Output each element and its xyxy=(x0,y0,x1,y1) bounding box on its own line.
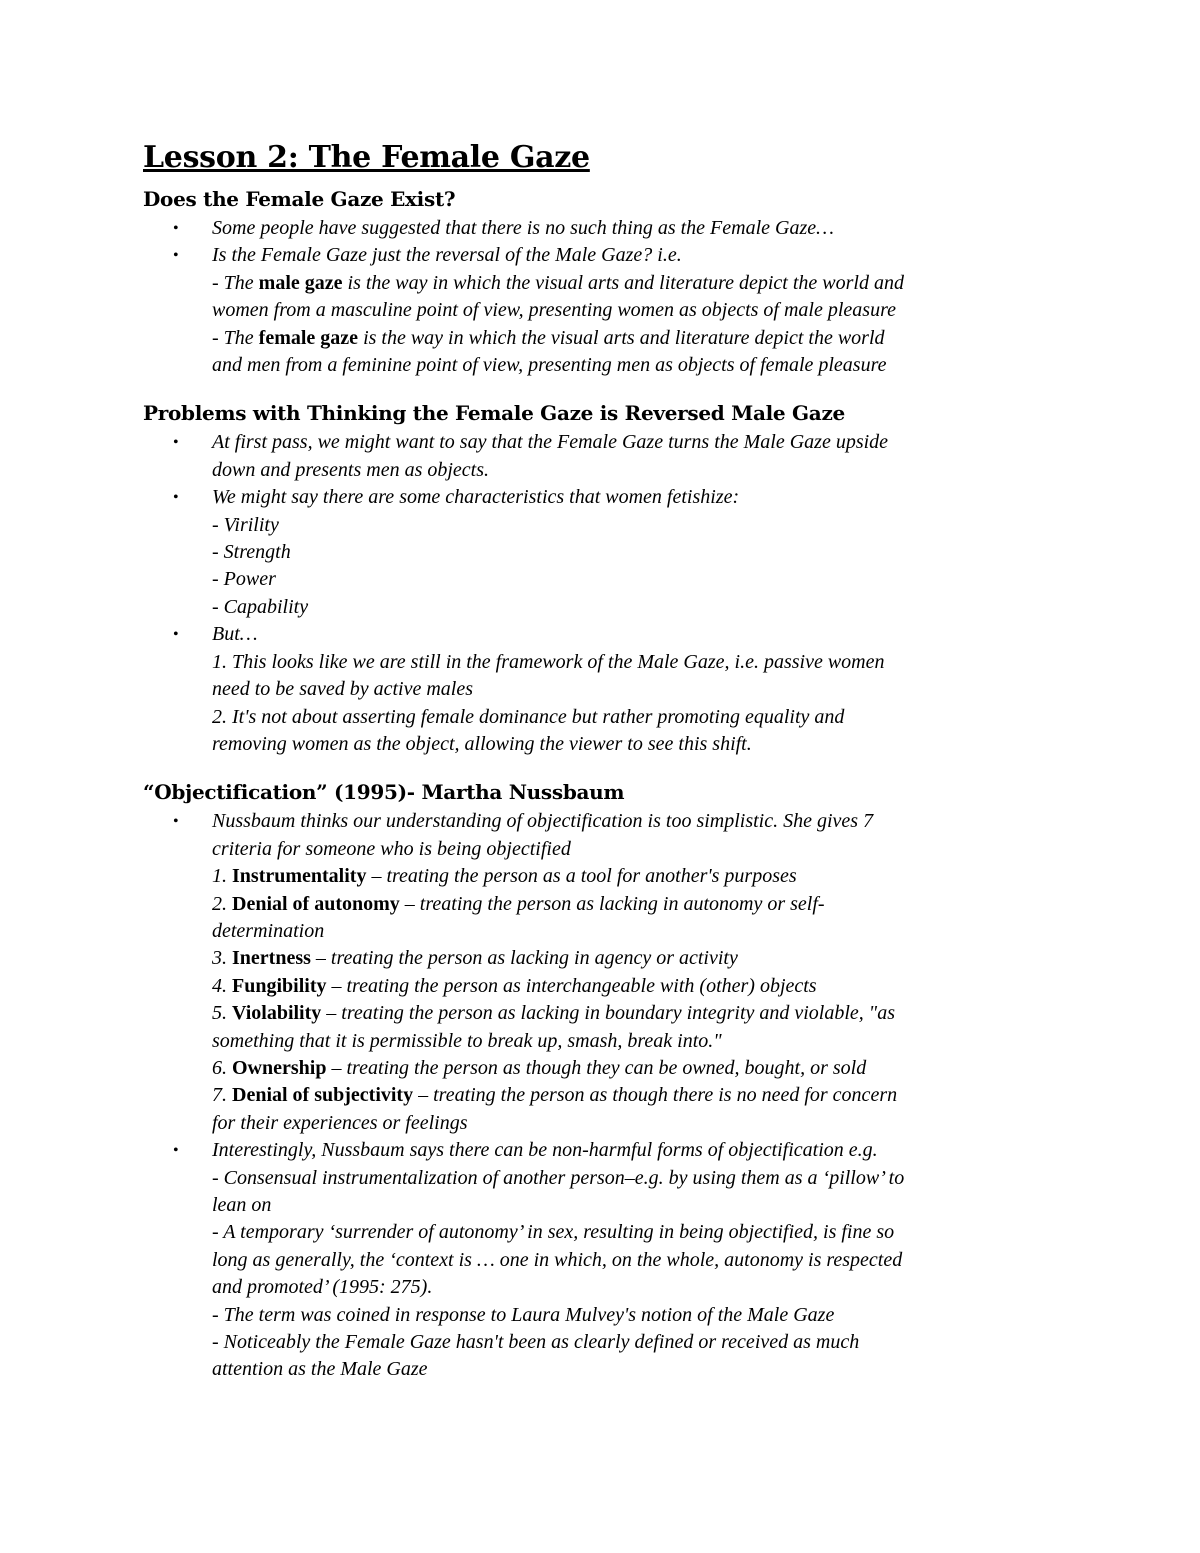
list-item xyxy=(143,429,1063,484)
list-item xyxy=(143,621,1063,758)
bold-term: Inertness xyxy=(232,947,311,970)
text-line: - Noticeably the Female Gaze hasn't been as clearly defined or received as much xyxy=(212,1331,860,1354)
line-prefix: 1. xyxy=(212,865,232,888)
text-line: women from a masculine point of view, presenting women as objects of male pleasure xyxy=(212,299,896,322)
line-suffix: is the way in which the visual arts and literature depict the world xyxy=(358,326,885,349)
text-line: - Virility xyxy=(212,513,279,536)
section xyxy=(143,401,1063,758)
text-line: - Capability xyxy=(212,595,309,618)
text-line: lean on xyxy=(212,1194,272,1216)
list-item xyxy=(143,242,1063,379)
text-line: - Strength xyxy=(212,541,291,564)
bullet-list xyxy=(143,215,1063,379)
text-line: - A temporary ‘surrender of autonomy’ in sex, resulting in being objectified, is fine so xyxy=(212,1221,895,1244)
bullet-dot-icon: • xyxy=(173,489,179,507)
line-suffix: – treating the person as a tool for another's purposes xyxy=(366,865,797,888)
line-prefix: 5. xyxy=(212,1002,232,1025)
bold-term: Denial of autonomy xyxy=(232,892,400,915)
text-line: removing women as the object, allowing the viewer to see this shift. xyxy=(212,732,752,755)
text-line xyxy=(212,325,1063,352)
text-line: long as generally, the ‘context is … one in which, on the whole, autonomy is respected xyxy=(212,1248,903,1271)
line-suffix: – treating the person as lacking in agency or activity xyxy=(310,947,738,970)
text-line: and men from a feminine point of view, presenting men as objects of female pleasure xyxy=(212,354,887,377)
text-line xyxy=(212,1055,1063,1082)
text-line xyxy=(212,973,1063,1000)
text-line: - The term was coined in response to Laura Mulvey's notion of the Male Gaze xyxy=(212,1303,835,1326)
line-prefix: 3. xyxy=(212,947,232,970)
text-line: Nussbaum thinks our understanding of objectification is too simplistic. She gives 7 xyxy=(212,810,874,833)
text-line xyxy=(212,891,1063,918)
bullet-dot-icon: • xyxy=(173,220,179,237)
section xyxy=(143,187,1063,379)
bullet-dot-icon: • xyxy=(173,626,179,644)
text-line: Is the Female Gaze just the reversal of the Male Gaze? i.e. xyxy=(212,244,682,267)
line-suffix: is the way in which the visual arts and literature depict the world and xyxy=(342,271,904,294)
line-suffix: – treating the person as though they can be owned, bought, or sold xyxy=(326,1056,867,1079)
bold-term: Instrumentality xyxy=(232,865,367,888)
bold-term: Ownership xyxy=(232,1056,327,1079)
text-line: and promoted’ (1995: 275). xyxy=(212,1276,433,1299)
text-line: attention as the Male Gaze xyxy=(212,1358,428,1381)
text-line xyxy=(212,1000,1063,1027)
text-line: 1. This looks like we are still in the framework of the Male Gaze, i.e. passive women xyxy=(212,650,885,673)
line-suffix: – treating the person as lacking in autonomy or self- xyxy=(399,892,825,915)
text-line: 2. It's not about asserting female dominance but rather promoting equality and xyxy=(212,705,845,728)
bullet-list xyxy=(143,808,1063,1384)
line-prefix: 2. xyxy=(212,892,232,915)
text-line: - Power xyxy=(212,568,276,591)
sections-container xyxy=(143,187,1063,1384)
list-item xyxy=(143,215,1063,242)
text-line: But… xyxy=(212,623,258,646)
section-heading: Problems with Thinking the Female Gaze is Reversed Male Gaze xyxy=(143,401,845,426)
section-heading: “Objectification” (1995)- Martha Nussbaum xyxy=(143,780,625,805)
line-suffix: – treating the person as though there is no need for concern xyxy=(413,1084,898,1107)
bullet-dot-icon: • xyxy=(173,434,179,452)
text-line: for their experiences or feelings xyxy=(212,1111,468,1134)
text-line: Interestingly, Nussbaum says there can be non-harmful forms of objectification e.g. xyxy=(212,1139,878,1162)
line-prefix: 4. xyxy=(212,974,232,997)
page-title: Lesson 2: The Female Gaze xyxy=(143,140,590,175)
bullet-dot-icon: • xyxy=(173,1142,179,1160)
text-line: - Consensual instrumentalization of another person–e.g. by using them as a ‘pillow’ to xyxy=(212,1166,905,1189)
text-line: something that it is permissible to break up, smash, break into." xyxy=(212,1029,722,1052)
list-item xyxy=(143,808,1063,1137)
line-prefix: 6. xyxy=(212,1056,232,1079)
section-heading: Does the Female Gaze Exist? xyxy=(143,187,456,211)
text-line xyxy=(212,270,1063,297)
bullet-list xyxy=(143,429,1063,758)
bullet-dot-icon: • xyxy=(173,813,179,831)
text-line: We might say there are some characteristics that women fetishize: xyxy=(212,486,740,509)
line-prefix: - The xyxy=(212,271,259,294)
bold-term: female gaze xyxy=(258,326,359,349)
line-suffix: – treating the person as lacking in boundary integrity and violable, "as xyxy=(321,1002,895,1025)
bold-term: male gaze xyxy=(258,271,343,294)
line-suffix: – treating the person as interchangeable with (other) objects xyxy=(326,974,817,997)
text-line xyxy=(212,1082,1063,1109)
list-item xyxy=(143,1137,1063,1384)
text-line: determination xyxy=(212,919,325,942)
text-line: criteria for someone who is being objectified xyxy=(212,837,571,860)
document-page xyxy=(143,140,1063,1406)
line-prefix: - The xyxy=(212,326,259,349)
bold-term: Violability xyxy=(232,1002,322,1025)
text-line xyxy=(212,945,1063,972)
text-line xyxy=(212,863,1063,890)
list-item xyxy=(143,484,1063,621)
bullet-dot-icon: • xyxy=(173,247,179,265)
line-prefix: 7. xyxy=(212,1084,232,1107)
text-line: At first pass, we might want to say that the Female Gaze turns the Male Gaze upside xyxy=(212,431,889,454)
text-line: need to be saved by active males xyxy=(212,678,474,701)
bold-term: Denial of subjectivity xyxy=(232,1084,414,1107)
bold-term: Fungibility xyxy=(232,974,327,997)
text-line: Some people have suggested that there is no such thing as the Female Gaze… xyxy=(212,217,834,239)
section xyxy=(143,780,1063,1384)
text-line: down and presents men as objects. xyxy=(212,458,490,481)
